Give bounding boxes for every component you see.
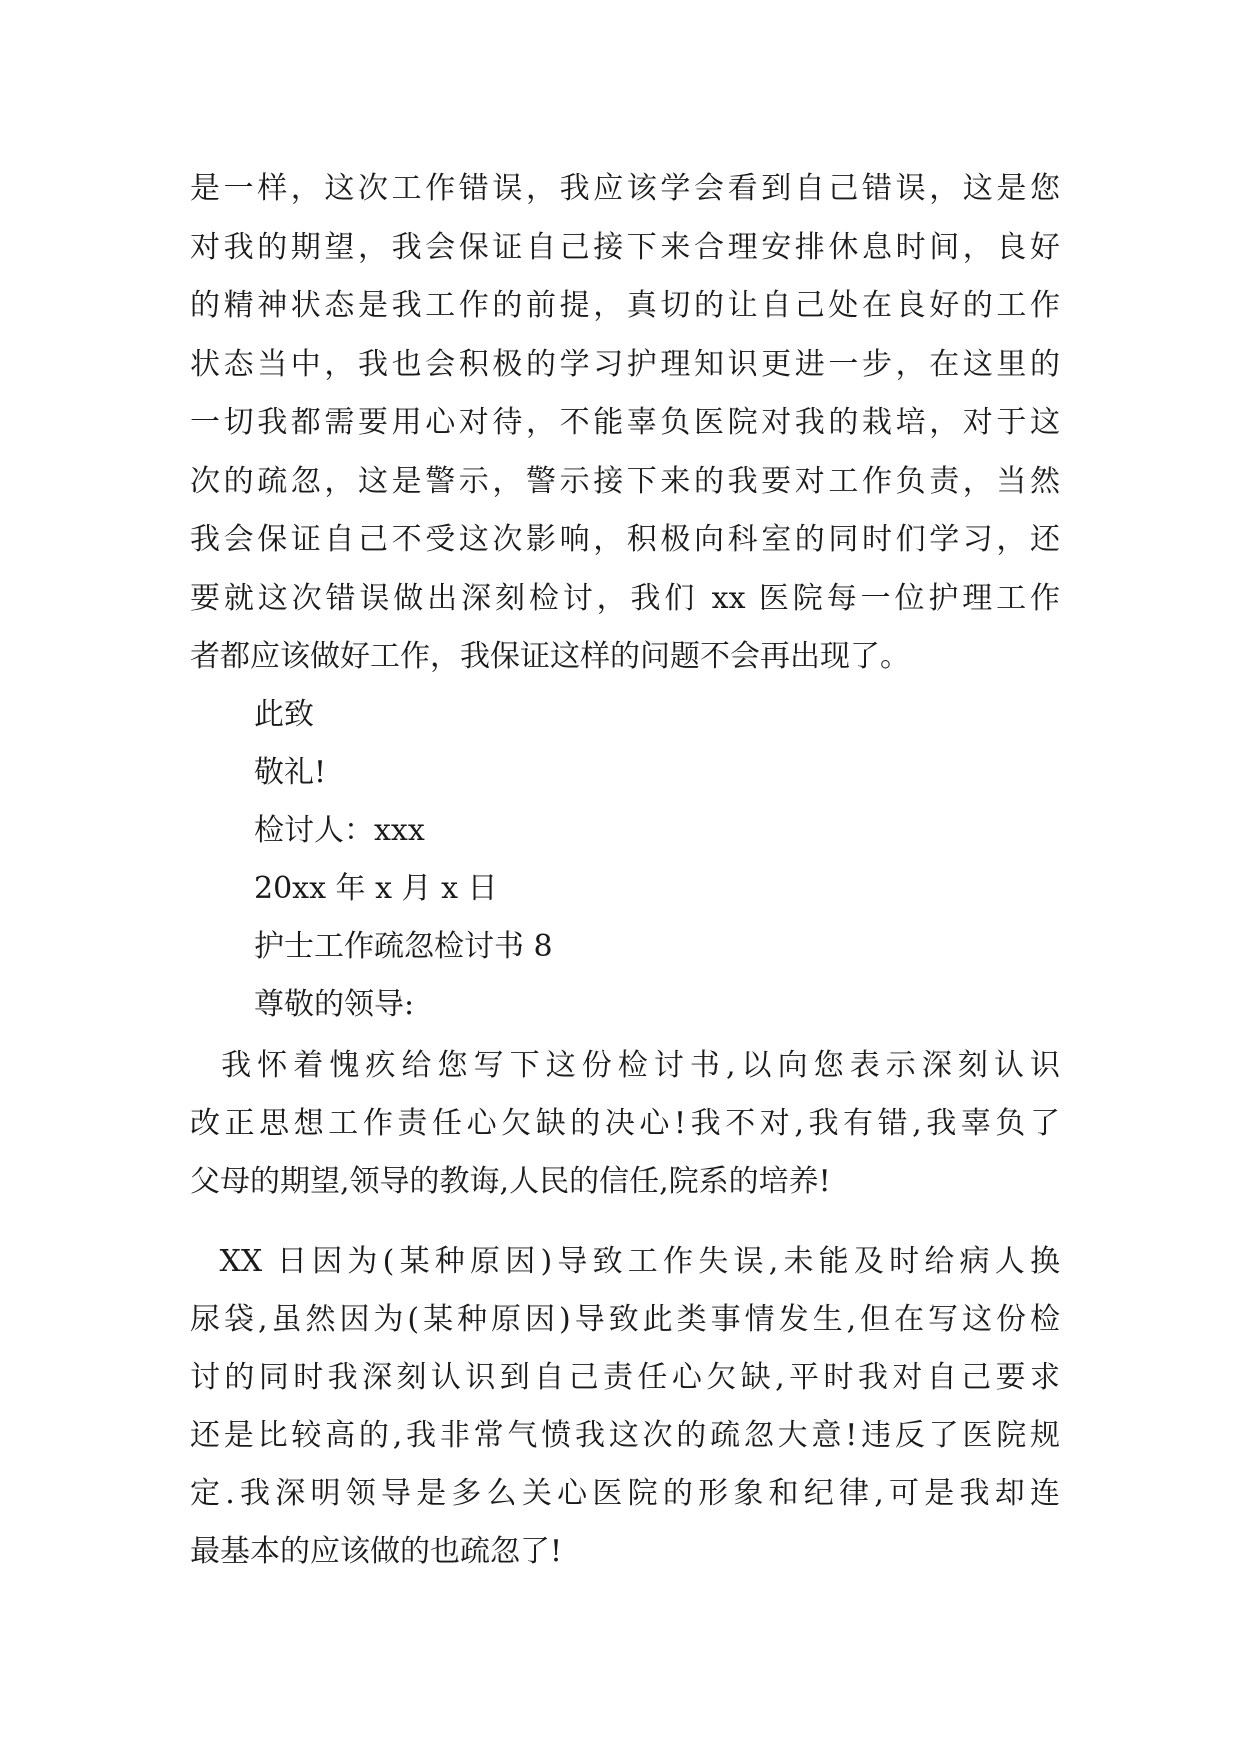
text-line: 定.我深明领导是多么关心医院的形象和纪律,可是我却连: [190, 1476, 1060, 1511]
text-line: 次的疏忽，这是警示，警示接下来的我要对工作负责，当然: [190, 463, 1060, 499]
text-line: 我怀着愧疚给您写下这份检讨书,以向您表示深刻认识: [190, 1048, 1060, 1083]
text-line: 状态当中，我也会积极的学习护理知识更进一步，在这里的: [190, 346, 1060, 382]
text-line: 要就这次错误做出深刻检讨，我们 xx 医院每一位护理工作: [190, 580, 1060, 616]
section-title: 护士工作疏忽检讨书 8: [254, 929, 553, 964]
text-line: 还是比较高的,我非常气愤我这次的疏忽大意!违反了医院规: [190, 1418, 1060, 1453]
text-line: 一切我都需要用心对待，不能辜负医院对我的栽培，对于这: [190, 405, 1060, 440]
text-line: 最基本的应该做的也疏忽了!: [190, 1534, 563, 1569]
text-line: 对我的期望，我会保证自己接下来合理安排休息时间，良好: [190, 229, 1060, 265]
text-line: 是一样，这次工作错误，我应该学会看到自己错误，这是您: [190, 171, 1060, 206]
letter-greeting: 尊敬的领导:: [254, 987, 415, 1022]
paragraph-gap: [190, 1211, 1060, 1233]
text-line: 我会保证自己不受这次影响，积极向科室的同时们学习，还: [190, 522, 1060, 557]
text-line: 的精神状态是我工作的前提，真切的让自己处在良好的工作: [190, 288, 1060, 323]
letter-closing: [190, 686, 1060, 1034]
text-line: 改正思想工作责任心欠缺的决心!我不对,我有错,我辜负了: [190, 1106, 1060, 1141]
closing-salutation: 此致: [254, 697, 314, 732]
letter-body-paragraph: [190, 160, 1060, 687]
date-line: 20xx 年 x 月 x 日: [254, 871, 498, 906]
closing-respect: 敬礼!: [254, 755, 327, 790]
text-line: 尿袋,虽然因为(某种原因)导致此类事情发生,但在写这份检: [190, 1302, 1060, 1337]
letter-body-section-8: [190, 1037, 1060, 1581]
text-line: 父母的期望,领导的教诲,人民的信任,院系的培养!: [190, 1164, 831, 1199]
text-line: 讨的同时我深刻认识到自己责任心欠缺,平时我对自己要求: [190, 1360, 1060, 1395]
text-line: XX 日因为(某种原因)导致工作失误,未能及时给病人换: [190, 1244, 1060, 1279]
signer-line: 检讨人：xxx: [254, 813, 425, 848]
text-line: 者都应该做好工作，我保证这样的问题不会再出现了。: [190, 639, 910, 674]
